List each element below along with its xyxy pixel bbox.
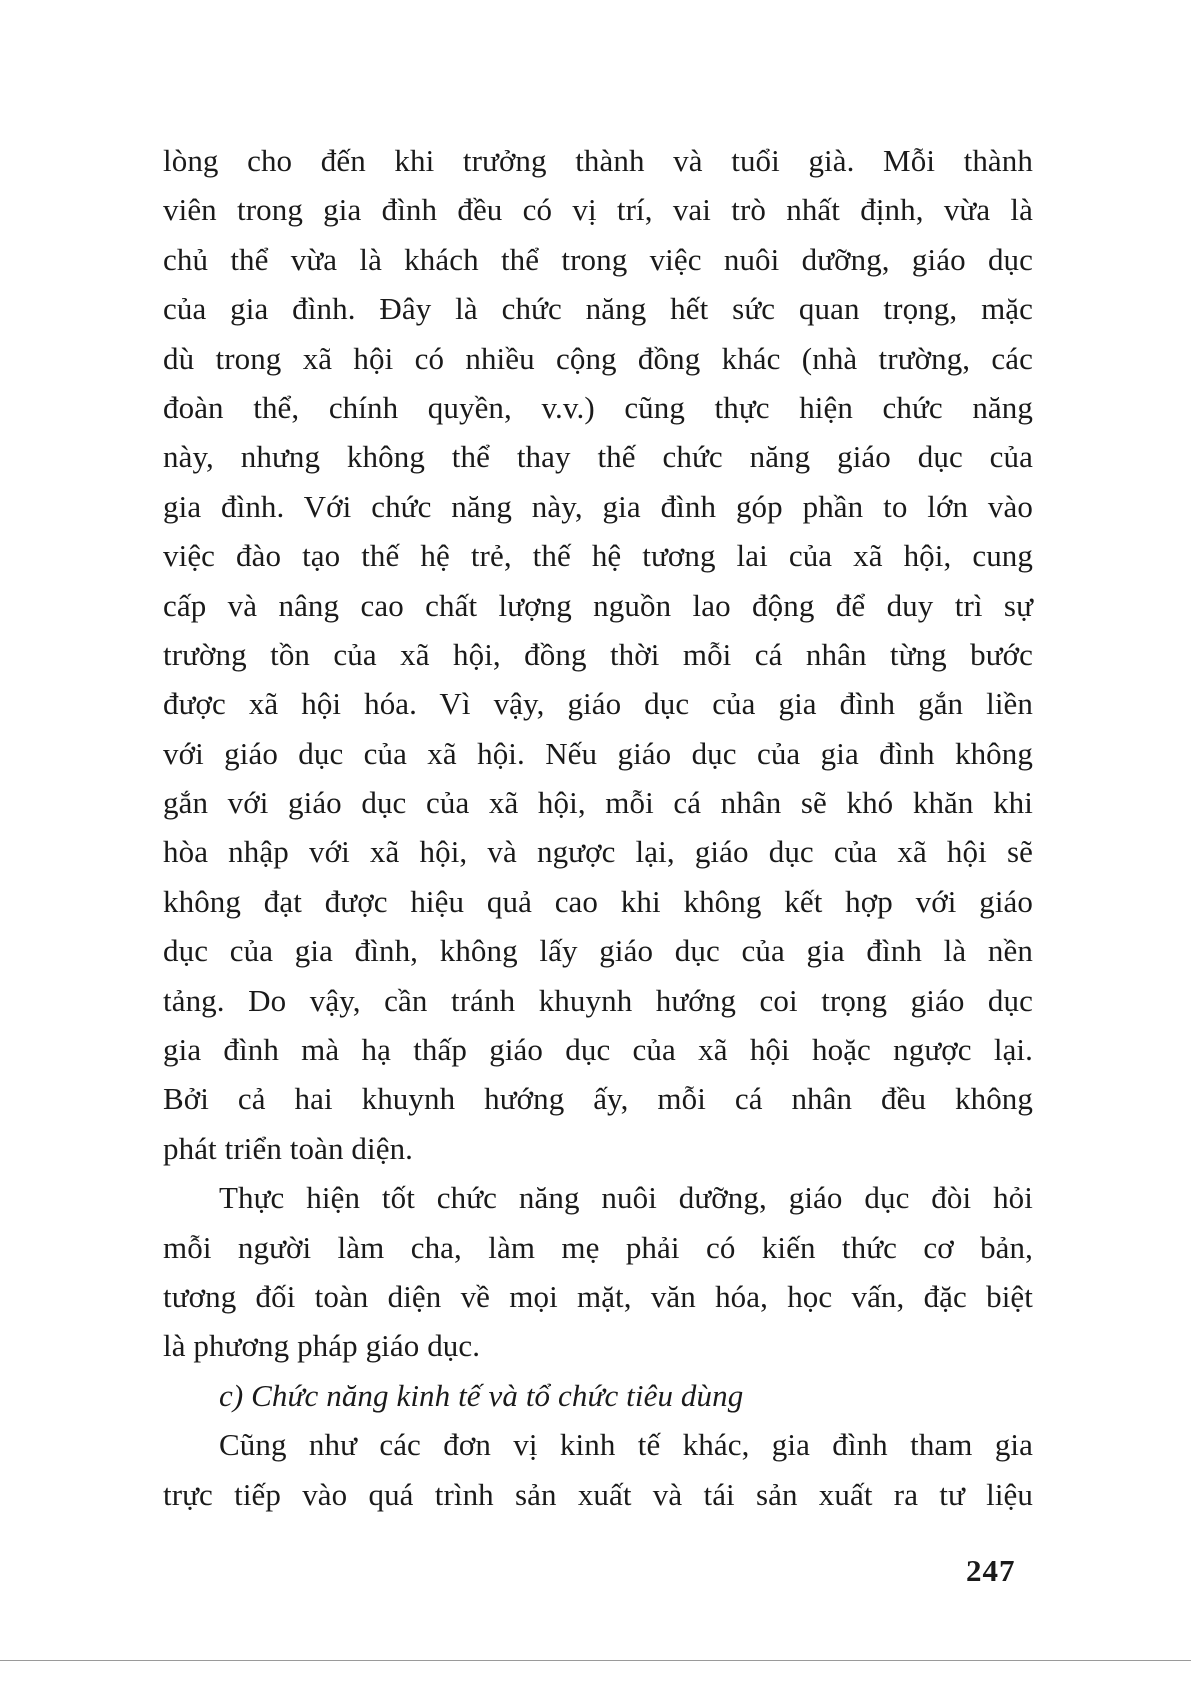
text-line: được xã hội hóa. Vì vậy, giáo dục của gia đình gắn liền <box>163 686 1033 722</box>
scan-edge-rule <box>0 1660 1191 1661</box>
text-line: mỗi người làm cha, làm mẹ phải có kiến thức cơ bản, <box>163 1229 1033 1265</box>
text-line: Cũng như các đơn vị kinh tế khác, gia đình tham gia <box>219 1427 1033 1463</box>
text-line: này, nhưng không thể thay thế chức năng giáo dục của <box>163 439 1033 475</box>
text-line: tương đối toàn diện về mọi mặt, văn hóa, học vấn, đặc biệt <box>163 1278 1033 1314</box>
text-line: Thực hiện tốt chức năng nuôi dưỡng, giáo dục đòi hỏi <box>219 1180 1033 1216</box>
text-line: viên trong gia đình đều có vị trí, vai trò nhất định, vừa là <box>163 192 1033 228</box>
text-line: trường tồn của xã hội, đồng thời mỗi cá nhân từng bước <box>163 636 1033 672</box>
text-line: đoàn thể, chính quyền, v.v.) cũng thực hiện chức năng <box>163 389 1033 425</box>
page-number: 247 <box>966 1553 1016 1588</box>
body-text <box>163 136 1033 1519</box>
text-line: trực tiếp vào quá trình sản xuất và tái sản xuất ra tư liệu <box>163 1476 1033 1512</box>
text-line: tảng. Do vậy, cần tránh khuynh hướng coi trọng giáo dục <box>163 982 1033 1018</box>
text-line: phát triển toàn diện. <box>163 1130 414 1166</box>
text-line: với giáo dục của xã hội. Nếu giáo dục của gia đình không <box>163 735 1033 771</box>
text-line: cấp và nâng cao chất lượng nguồn lao động để duy trì sự <box>163 587 1033 623</box>
text-line: dục của gia đình, không lấy giáo dục của gia đình là nền <box>163 933 1033 969</box>
text-line: việc đào tạo thế hệ trẻ, thế hệ tương lai của xã hội, cung <box>163 538 1033 574</box>
text-line: gắn với giáo dục của xã hội, mỗi cá nhân sẽ khó khăn khi <box>163 785 1033 821</box>
text-line: của gia đình. Đây là chức năng hết sức quan trọng, mặc <box>163 291 1033 327</box>
text-line: Bởi cả hai khuynh hướng ấy, mỗi cá nhân đều không <box>163 1081 1033 1117</box>
text-line: chủ thể vừa là khách thể trong việc nuôi dưỡng, giáo dục <box>163 241 1033 277</box>
text-line: dù trong xã hội có nhiều cộng đồng khác (nhà trường, các <box>163 340 1033 376</box>
text-line: hòa nhập với xã hội, và ngược lại, giáo dục của xã hội sẽ <box>163 834 1033 870</box>
text-line: không đạt được hiệu quả cao khi không kết hợp với giáo <box>163 883 1033 919</box>
section-heading: c) Chức năng kinh tế và tổ chức tiêu dùng <box>219 1377 744 1413</box>
text-line: lòng cho đến khi trưởng thành và tuổi già. Mỗi thành <box>163 143 1033 178</box>
text-line: là phương pháp giáo dục. <box>163 1328 481 1364</box>
text-line: gia đình. Với chức năng này, gia đình góp phần to lớn vào <box>163 488 1033 524</box>
text-line: gia đình mà hạ thấp giáo dục của xã hội hoặc ngược lại. <box>163 1032 1033 1068</box>
